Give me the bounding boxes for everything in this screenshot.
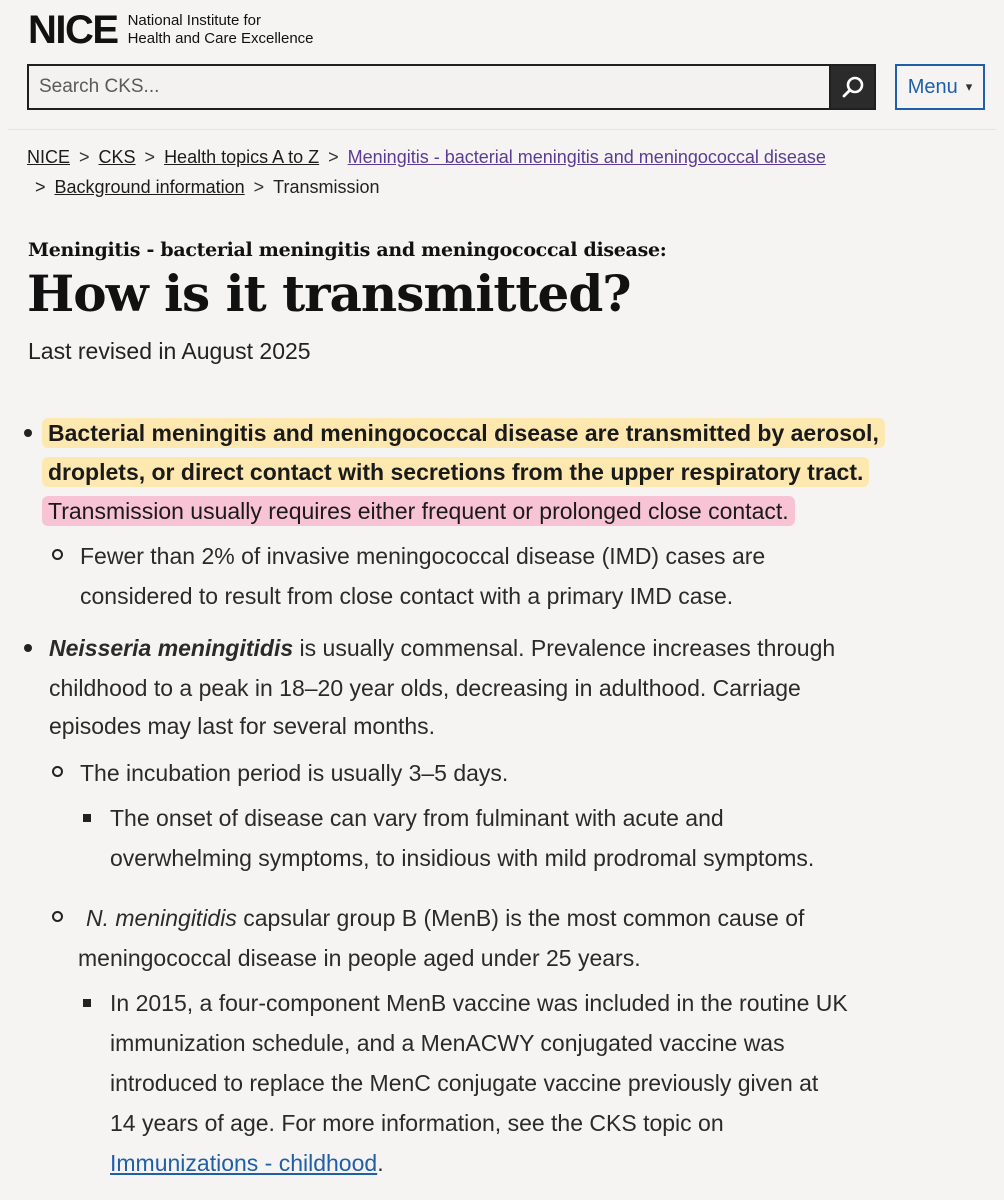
breadcrumb-separator: > [35,177,46,197]
topic-kicker: Meningitis - bacterial meningitis and meningococcal disease: [28,239,667,261]
list-item-text: capsular group B (MenB) is the most common cause of [236,905,805,931]
header-divider [8,129,996,130]
list-item-line: meningococcal disease in people aged under 25 years. [78,945,641,971]
last-revised: Last revised in August 2025 [28,338,311,364]
logo-line-1: National Institute for [127,12,261,29]
search-button[interactable] [829,64,876,110]
breadcrumb-separator: > [253,177,265,197]
immunizations-childhood-link[interactable]: Immunizations - childhood [110,1150,378,1176]
sub-bullet-icon [52,766,63,777]
list-item: The onset of disease can vary from fulminant with acute and [110,805,724,831]
list-item-line: childhood to a peak in 18–20 year olds, decreasing in adulthood. Carriage [49,675,801,701]
sentence-end: . [377,1150,384,1176]
breadcrumb-separator: > [144,147,156,167]
nice-logo[interactable] [28,8,314,52]
species-name: Neisseria meningitidis [49,635,294,661]
list-item [49,628,835,668]
chevron-down-icon: ▾ [965,79,973,94]
logo-mark: NICE [28,8,118,52]
sub-sub-bullet-icon [83,999,91,1007]
list-item-line [42,452,869,492]
search-bar [27,64,876,110]
list-item-line [42,491,795,531]
list-item-line: immunization schedule, and a MenACWY conjugated vaccine was [110,1030,785,1056]
breadcrumb-current: Transmission [273,177,380,197]
list-item-line: considered to result from close contact with a primary IMD case. [80,583,734,609]
highlighted-text: Bacterial meningitis and meningococcal disease are transmitted by aerosol, [42,418,885,448]
list-item [80,898,804,938]
highlighted-text: droplets, or direct contact with secretions from the upper respiratory tract. [42,457,869,487]
list-item-line: 14 years of age. For more information, see the CKS topic on [110,1110,724,1136]
list-item-line: overwhelming symptoms, to insidious with mild prodromal symptoms. [110,845,815,871]
site-header [0,0,1004,130]
highlighted-text: Transmission usually requires either frequent or prolonged close contact. [42,496,795,526]
page-title: How is it transmitted? [27,264,631,323]
breadcrumb-cks[interactable]: CKS [98,147,136,167]
sub-bullet-icon [52,549,63,560]
breadcrumb-health-topics[interactable]: Health topics A to Z [164,147,320,167]
search-icon [841,75,865,99]
list-item-line: episodes may last for several months. [49,713,436,739]
list-item-line [110,1143,384,1183]
logo-text [128,12,314,48]
menu-button[interactable] [895,64,985,110]
list-item: Fewer than 2% of invasive meningococcal disease (IMD) cases are [80,543,766,569]
breadcrumb-separator: > [79,147,90,167]
logo-line-2: Health and Care Excellence [127,30,314,47]
search-input[interactable] [27,64,829,110]
bullet-icon [24,644,32,652]
species-name: N. meningitidis [86,905,237,931]
sub-bullet-icon [52,911,63,922]
breadcrumb-background-information[interactable]: Background information [54,177,245,197]
list-item: In 2015, a four-component MenB vaccine was included in the routine UK [110,990,848,1016]
list-item-line: introduced to replace the MenC conjugate vaccine previously given at [110,1070,819,1096]
breadcrumb-nice[interactable]: NICE [27,147,71,167]
sub-sub-bullet-icon [83,814,91,822]
menu-label: Menu [907,75,958,98]
bullet-icon [24,429,32,437]
list-item-text: is usually commensal. Prevalence increases through [293,635,836,661]
list-item: The incubation period is usually 3–5 days. [80,760,509,786]
breadcrumb [27,142,967,202]
list-item [42,413,885,453]
breadcrumb-separator: > [328,147,339,167]
breadcrumb-meningitis[interactable]: Meningitis - bacterial meningitis and meningococcal disease [347,147,826,167]
